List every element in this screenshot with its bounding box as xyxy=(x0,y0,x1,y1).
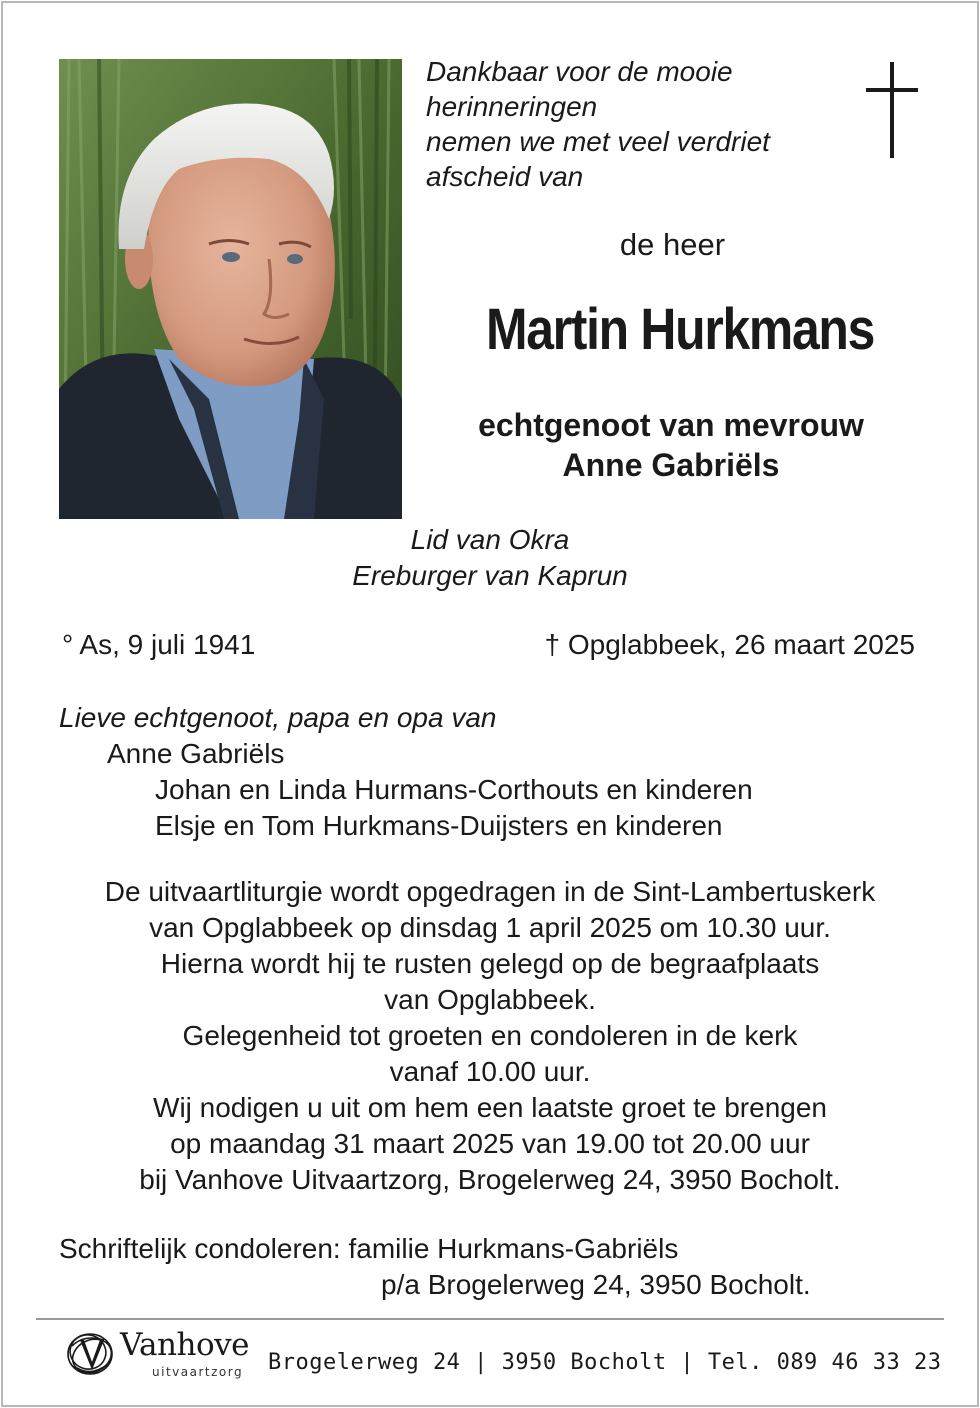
membership-line: Ereburger van Kaprun xyxy=(352,560,628,591)
ceremony-line: op maandag 31 maart 2025 van 19.00 tot 20.00 uur xyxy=(170,1128,810,1159)
ceremony-line: Gelegenheid tot groeten en condoleren in de kerk xyxy=(182,1020,798,1051)
footer-address: Brogelerweg 24 | 3950 Bocholt | Tel. 089 46 33 23 xyxy=(268,1350,942,1375)
logo-subtitle: uitvaartzorg xyxy=(152,1365,244,1379)
intro-line: herinneringen xyxy=(426,91,598,122)
family-child: Johan en Linda Hurmans-Corthouts en kinderen xyxy=(155,774,753,805)
intro-line: Dankbaar voor de mooie xyxy=(426,56,733,87)
birth-info: ° As, 9 juli 1941 xyxy=(62,629,256,660)
intro-line: afscheid van xyxy=(426,161,584,192)
ceremony-line: Hierna wordt hij te rusten gelegd op de begraafplaats xyxy=(160,948,820,979)
condolence-line: Schriftelijk condoleren: familie Hurkmans-Gabriëls xyxy=(59,1233,679,1264)
family-spouse: Anne Gabriëls xyxy=(107,738,285,769)
ceremony-line: van Opglabbeek. xyxy=(384,984,596,1015)
ceremony-details xyxy=(40,874,940,1198)
condolence-address xyxy=(59,1231,919,1303)
cross-icon xyxy=(862,62,922,160)
intro-line: nemen we met veel verdriet xyxy=(426,126,770,157)
spouse-line: echtgenoot van mevrouw xyxy=(478,407,864,443)
spouse-info xyxy=(440,405,902,485)
membership-info xyxy=(290,522,690,594)
ceremony-line: van Opglabbeek op dinsdag 1 april 2025 om 10.30 uur. xyxy=(149,912,831,943)
condolence-line: p/a Brogelerweg 24, 3950 Bocholt. xyxy=(381,1269,811,1300)
family-child: Elsje en Tom Hurkmans-Duijsters en kinderen xyxy=(155,810,723,841)
family-lead: Lieve echtgenoot, papa en opa van xyxy=(59,702,497,733)
deceased-name: Martin Hurkmans xyxy=(485,297,875,362)
logo-name: Vanhove xyxy=(120,1327,249,1363)
title-prefix: de heer xyxy=(619,227,726,262)
membership-line: Lid van Okra xyxy=(410,524,570,555)
death-info: † Opglabbeek, 26 maart 2025 xyxy=(544,629,915,660)
ceremony-line: vanaf 10.00 uur. xyxy=(389,1056,591,1087)
ceremony-line: bij Vanhove Uitvaartzorg, Brogelerweg 24, 3950 Bocholt. xyxy=(139,1164,841,1195)
family-list xyxy=(59,700,919,844)
spouse-line: Anne Gabriëls xyxy=(562,447,780,483)
portrait-photo xyxy=(59,59,402,519)
ceremony-line: De uitvaartliturgie wordt opgedragen in de Sint-Lambertuskerk xyxy=(104,876,876,907)
intro-text xyxy=(426,54,856,194)
ceremony-line: Wij nodigen u uit om hem een laatste groet te brengen xyxy=(153,1092,827,1123)
footer-divider xyxy=(36,1318,944,1320)
